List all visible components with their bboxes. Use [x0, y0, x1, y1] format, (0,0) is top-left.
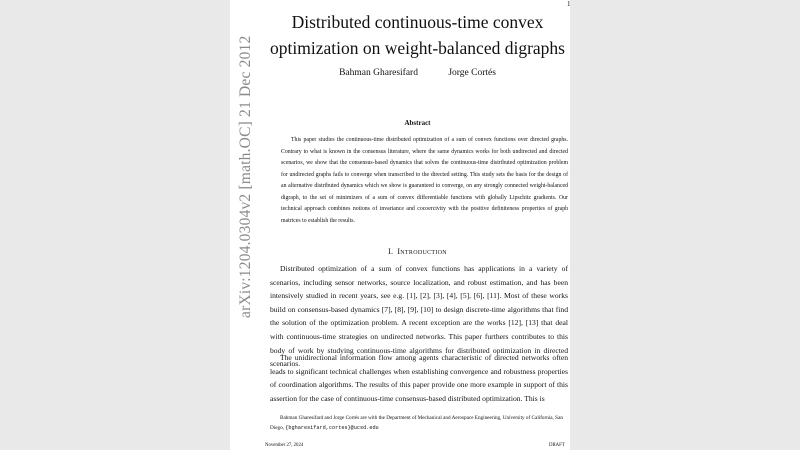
section-number: I.: [388, 247, 394, 256]
abstract-text: This paper studies the continuous-time distributed optimization of a sum of convex functions over directed graphs. Contrary to what is known in the consensus literature, where the same dynamics works for both undirected and directed scenarios, we show that the consensus-based dynamics that solves the continuous-time distributed optimization problem for undirected graphs fails to converge when transcribed to the directed setting. This study sets the basis for the design of an alternative distributed dynamics which we show is guaranteed to converge, on any strongly connected weight-balanced digraph, to the set of minimizers of a sum of convex differentiable functions with globally Lipschitz gradients. Our technical approach combines notions of invariance and cocoercivity with the positive definiteness properties of graph matrices to establish the results.: [281, 137, 568, 224]
body-paragraph: Distributed optimization of a sum of convex functions has applications in a variety of scenarios, including sensor networks, source localization, and robust estimation, and has been intensively studied in recent years, see e.g. [1], [2], [3], [4], [5], [6], [11]. Most of these works build on consensus-based dynamics [7], [8], [9], [10] to design discrete-time algorithms that find the solution of the optimization problem. A recent exception are the works [12], [13] that deal with continuous-time strategies on undirected networks. This paper furthers contributes to this body of work by studying continuous-time algorithms for distributed optimization in directed scenarios.: [270, 264, 568, 369]
footnote-text: Bahman Gharesifard and Jorge Cortés are with the Department of Mechanical and Aerospace Engineering, University of California, San Diego,: [270, 415, 563, 431]
title-line-2: optimization on weight-balanced digraphs: [270, 38, 565, 58]
author-list: [255, 67, 580, 79]
paper-title: [255, 9, 580, 61]
body-paragraph: The unidirectional information flow among agents characteristic of directed networks often leads to significant technical challenges when establishing convergence and robustness properties of coordination algorithms. The results of this paper provide one more example in support of this assertion for the case of continuous-time consensus-based distributed optimization. This is: [270, 353, 568, 403]
title-line-1: Distributed continuous-time convex: [291, 12, 544, 32]
abstract-heading: Abstract: [404, 119, 431, 127]
author-name: Bahman Gharesifard: [339, 68, 418, 78]
footer-draft-label: DRAFT: [549, 443, 565, 448]
footer-date: November 27, 2024: [265, 443, 304, 448]
author-name: Jorge Cortés: [448, 68, 496, 78]
footnote-emails: {bgharesifard,cortes}@ucsd.edu: [285, 424, 379, 431]
section-heading: [255, 247, 580, 256]
section-title: Introduction: [397, 247, 447, 256]
page-number: 1: [567, 0, 571, 8]
author-affiliation-footnote: [270, 414, 568, 433]
arxiv-identifier: arXiv:1204.0304v2 [math.OC] 21 Dec 2012: [237, 35, 254, 318]
